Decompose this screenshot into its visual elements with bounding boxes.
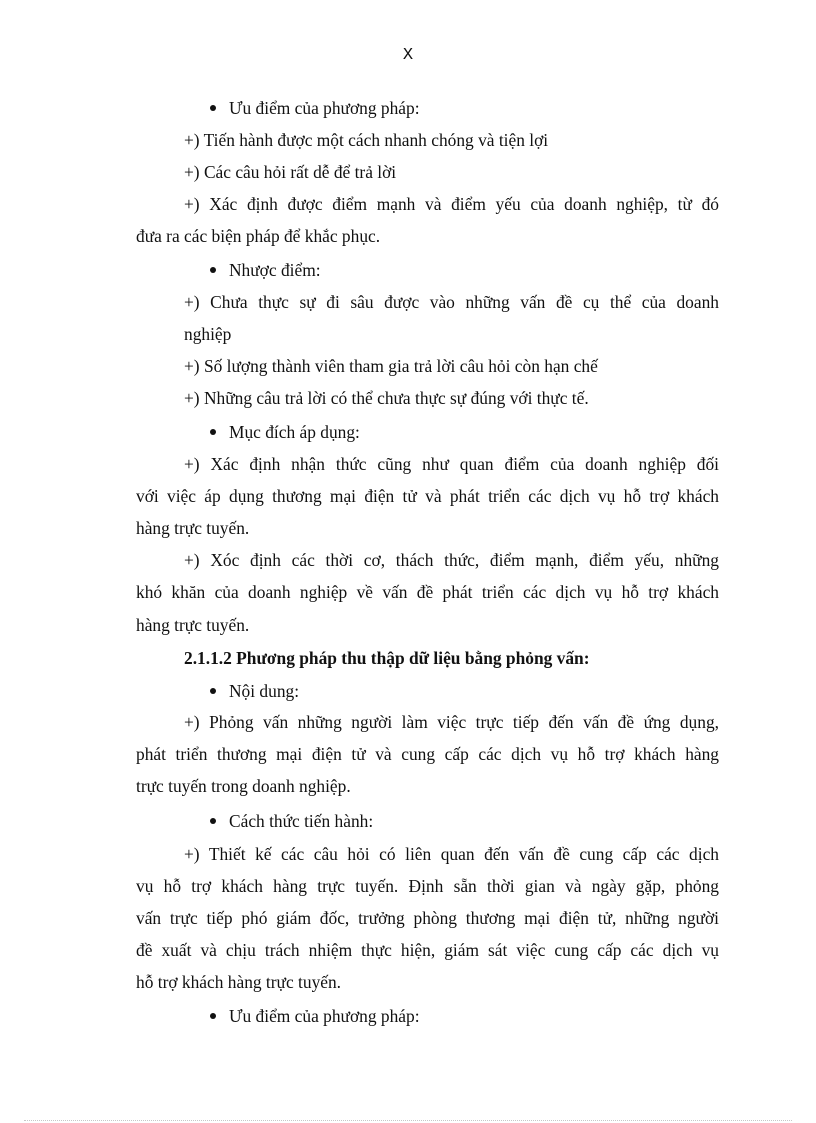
bullet-method	[210, 810, 373, 832]
paragraph-line: +) Các câu hỏi rất dễ để trả lời	[184, 162, 397, 182]
paragraph-line: với việc áp dụng thương mại điện tử và phát triển các dịch vụ hỗ trợ khách	[136, 486, 719, 506]
bullet-label: Ưu điểm của phương pháp:	[229, 98, 420, 118]
bullet-advantages	[210, 97, 420, 119]
paragraph-line: +) Những câu trả lời có thể chưa thực sự đúng với thực tế.	[184, 388, 589, 408]
bullet-content	[210, 680, 299, 702]
bullet-icon	[210, 1013, 216, 1019]
bullet-label: Ưu điểm của phương pháp:	[229, 1006, 420, 1026]
paragraph-line: +) Phỏng vấn những người làm việc trực tiếp đến vấn đề ứng dụng,	[184, 712, 719, 732]
paragraph-line: đề xuất và chịu trách nhiệm thực hiện, giám sát việc cung cấp các dịch vụ	[136, 940, 719, 960]
paragraph-line: +) Số lượng thành viên tham gia trả lời câu hỏi còn hạn chế	[184, 356, 598, 376]
paragraph-line: nghiệp	[184, 324, 232, 344]
paragraph-line: trực tuyến trong doanh nghiệp.	[136, 776, 351, 796]
bullet-disadvantages	[210, 259, 321, 281]
bullet-label: Nhược điểm:	[229, 260, 321, 280]
paragraph-line: +) Xác định nhận thức cũng như quan điểm của doanh nghiệp đối	[184, 454, 719, 474]
paragraph-line: vấn trực tiếp phó giám đốc, trưởng phòng thương mại điện tử, những người	[136, 908, 719, 928]
paragraph-line: +) Xác định được điểm mạnh và điểm yếu của doanh nghiệp, từ đó	[184, 194, 719, 214]
paragraph-line: vụ hỗ trợ khách hàng trực tuyến. Định sẵn thời gian và ngày gặp, phỏng	[136, 876, 719, 896]
paragraph-line: đưa ra các biện pháp để khắc phục.	[136, 226, 381, 246]
paragraph-line: phát triển thương mại điện tử và cung cấp các dịch vụ hỗ trợ khách hàng	[136, 744, 719, 764]
paragraph-line: hỗ trợ khách hàng trực tuyến.	[136, 972, 342, 992]
paragraph-line: hàng trực tuyến.	[136, 518, 250, 538]
bullet-icon	[210, 105, 216, 111]
paragraph-line: khó khăn của doanh nghiệp về vấn đề phát triển các dịch vụ hỗ trợ khách	[136, 582, 719, 602]
bullet-icon	[210, 818, 216, 824]
bullet-label: Mục đích áp dụng:	[229, 422, 360, 442]
section-heading: 2.1.1.2 Phương pháp thu thập dữ liệu bằng phỏng vấn:	[184, 648, 590, 668]
paragraph-line: +) Chưa thực sự đi sâu được vào những vấn đề cụ thể của doanh	[184, 292, 719, 312]
bullet-label: Nội dung:	[229, 681, 300, 701]
bullet-label: Cách thức tiến hành:	[229, 811, 374, 831]
paragraph-line: +) Tiến hành được một cách nhanh chóng và tiện lợi	[184, 130, 549, 150]
paragraph-line: +) Thiết kế các câu hỏi có liên quan đến vấn đề cung cấp các dịch	[184, 844, 719, 864]
paragraph-line: hàng trực tuyến.	[136, 615, 250, 635]
bullet-icon	[210, 429, 216, 435]
page-bottom-rule	[24, 1120, 792, 1121]
bullet-purpose	[210, 421, 360, 443]
bullet-icon	[210, 267, 216, 273]
bullet-icon	[210, 688, 216, 694]
bullet-advantages-2	[210, 1005, 420, 1027]
paragraph-line: +) Xóc định các thời cơ, thách thức, điểm mạnh, điểm yếu, những	[184, 550, 719, 570]
page-header: X	[402, 46, 414, 65]
